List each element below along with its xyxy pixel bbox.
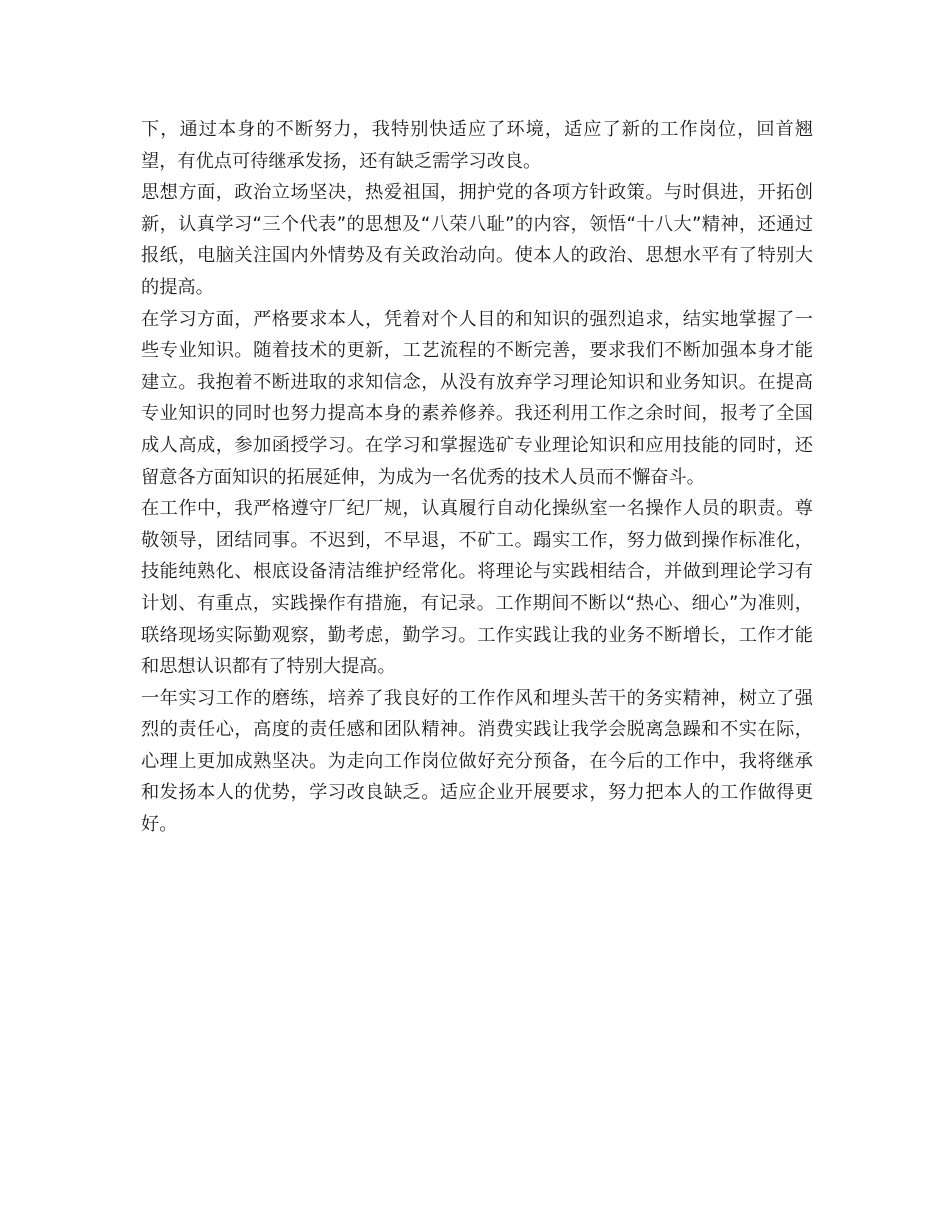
paragraph-ideology: 思想方面，政治立场坚决，热爱祖国，拥护党的各项方针政策。与时俱进，开拓创新，认真学习“三个代表”的思想及“八荣八耻”的内容，领悟“十八大”精神，还通过报纸，电脑关注国内外情势及有关政治动向。使本人的政治、思想水平有了特别大的提高。 (141, 182, 813, 298)
paragraph-intro-continuation: 下，通过本身的不断努力，我特别快适应了环境，适应了新的工作岗位，回首翘望，有优点可待继承发扬，还有缺乏需学习改良。 (141, 119, 813, 172)
paragraph-study: 在学习方面，严格要求本人，凭着对个人目的和知识的强烈追求，结实地掌握了一些专业知识。随着技术的更新，工艺流程的不断完善，要求我们不断加强本身才能建立。我抱着不断进取的求知信念，从没有放弃学习理论知识和业务知识。在提高专业知识的同时也努力提高本身的素养修养。我还利用工作之余时间，报考了全国成人高成，参加函授学习。在学习和掌握选矿专业理论知识和应用技能的同时，还留意各方面知识的拓展延伸，为成为一名优秀的技术人员而不懈奋斗。 (141, 308, 813, 488)
paragraph-conclusion: 一年实习工作的磨练，培养了我良好的工作作风和埋头苦干的务实精神，树立了强烈的责任心，高度的责任感和团队精神。消费实践让我学会脱离急躁和不实在际，心理上更加成熟坚决。为走向工作岗位做好充分预备，在今后的工作中，我将继承和发扬本人的优势，学习改良缺乏。适应企业开展要求，努力把本人的工作做得更好。 (141, 687, 813, 836)
document-body (141, 114, 813, 841)
paragraph-work: 在工作中，我严格遵守厂纪厂规，认真履行自动化操纵室一名操作人员的职责。尊敬领导，团结同事。不迟到，不早退，不矿工。蹋实工作，努力做到操作标准化，技能纯熟化、根底设备清洁维护经常化。将理论与实践相结合，并做到理论学习有计划、有重点，实践操作有措施，有记录。工作期间不断以“热心、细心”为准则，联络现场实际勤观察，勤考虑，勤学习。工作实践让我的业务不断增长，工作才能和思想认识都有了特别大提高。 (141, 498, 813, 678)
